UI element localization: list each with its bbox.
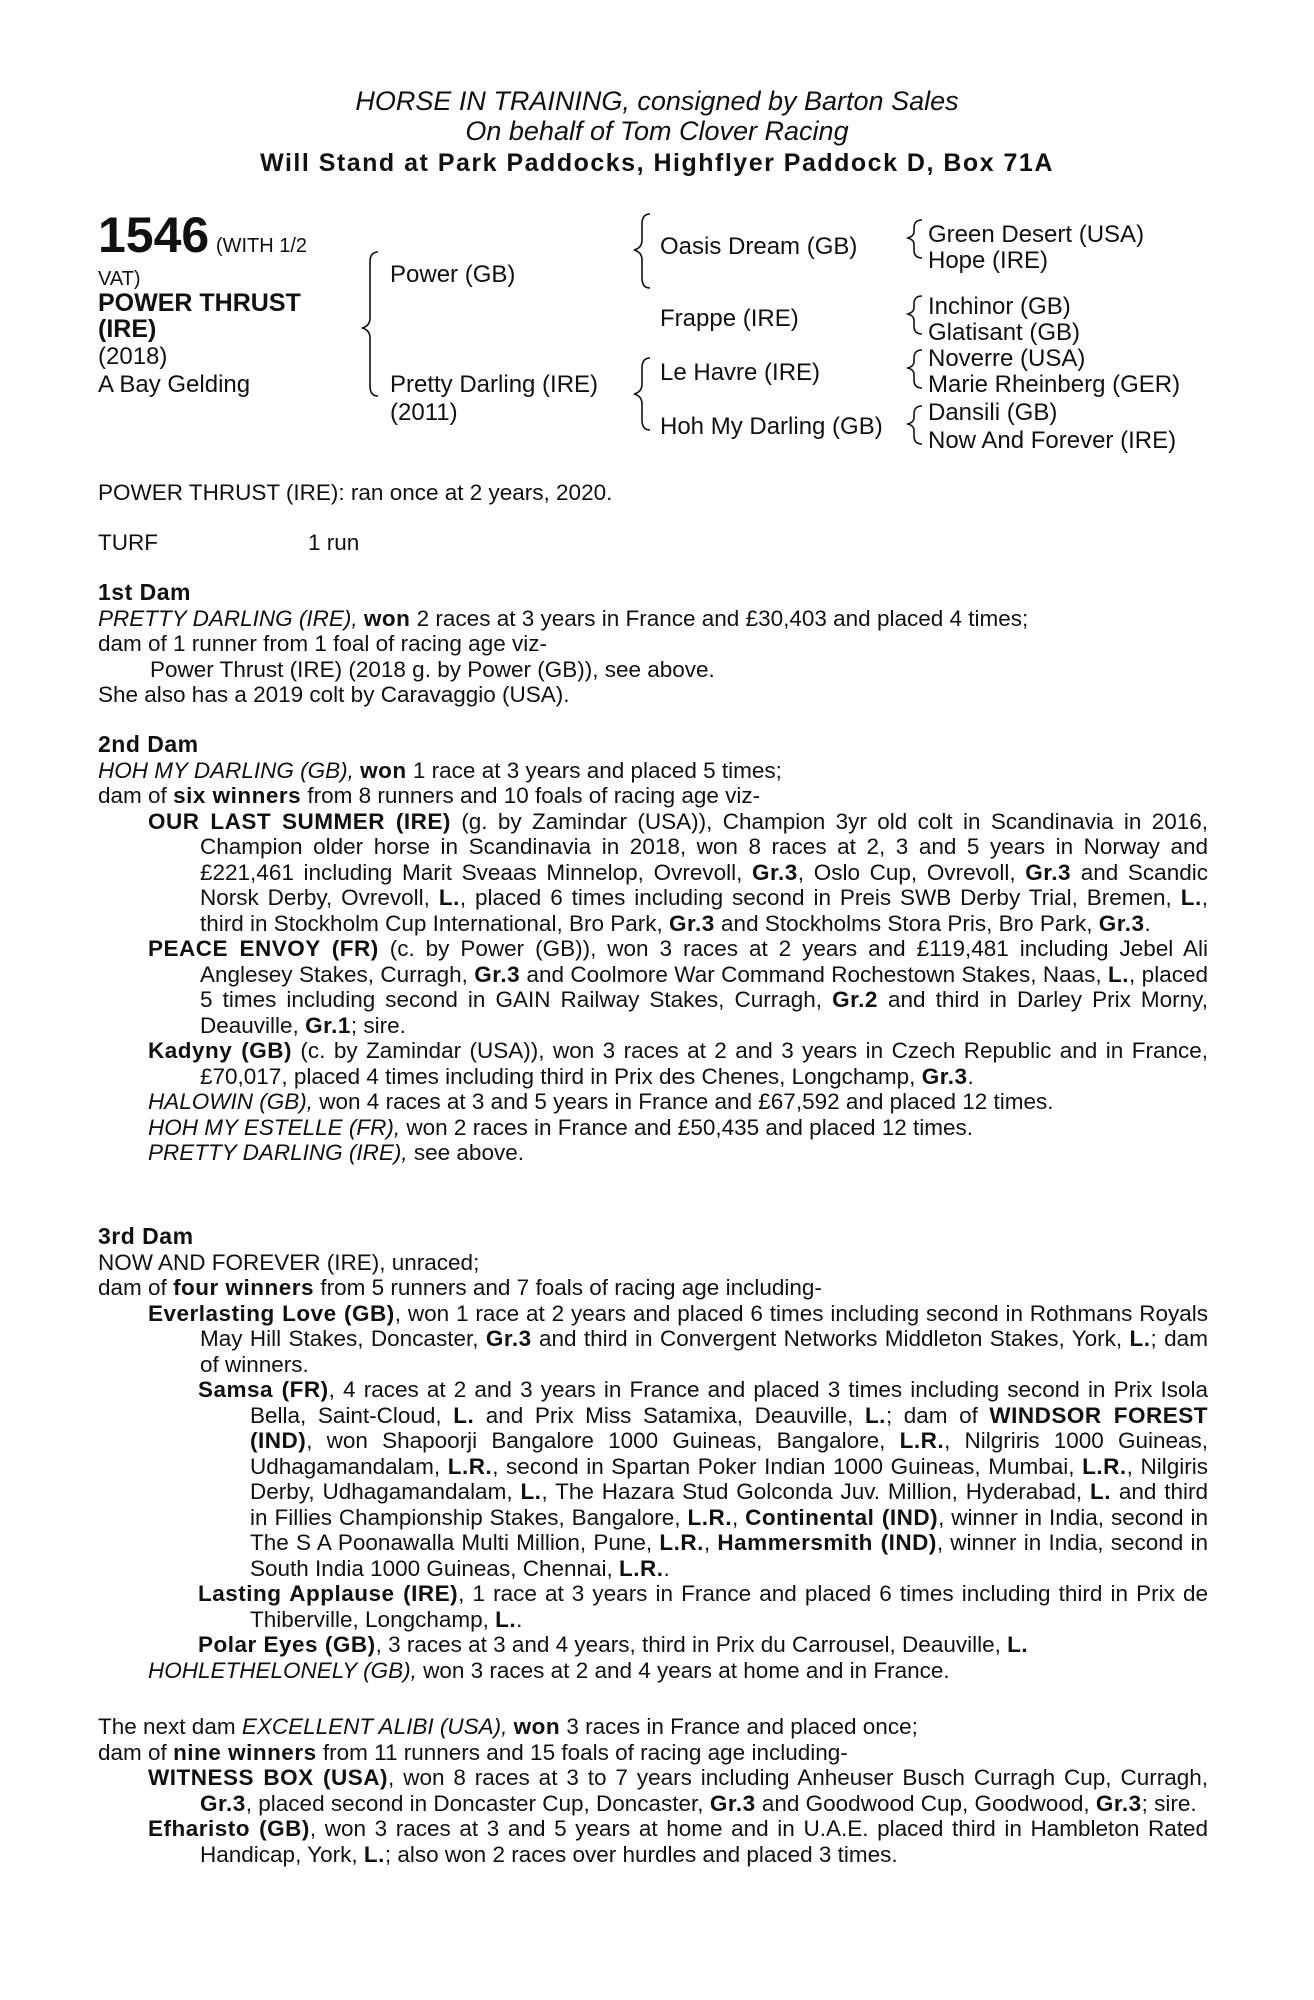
pedigree-dam: Pretty Darling (IRE) xyxy=(390,371,599,398)
first-dam-name: PRETTY DARLING (IRE), xyxy=(98,605,358,631)
produce-witness-box: WITNESS BOX (USA), won 8 races at 3 to 7 years including Anheuser Busch Curragh Cup, Curragh, Gr.3, placed second in Doncaster Cup, Doncaster, Gr.3 and Goodwood Cup, Goodwood, Gr.3; sire. xyxy=(148,1765,1208,1816)
produce-our-last-summer: OUR LAST SUMMER (IRE) (g. by Zamindar (USA)), Champion 3yr old colt in Scandinavia in 2016, Champion older horse in Scandinavia in 2018, won 8 races at 2, 3 and 5 years in Norway and £221,461 including Marit Sveaas Minnelop, Ovrevoll, Gr.3, Oslo Cup, Ovrevoll, Gr.3 and Scandic Norsk Derby, Ovrevoll, L., placed 6 times including second in Preis SWB Derby Trial, Bremen, L., third in Stockholm Cup International, Bro Park, Gr.3 and Stockholms Stora Pris, Bro Park, Gr.3. xyxy=(148,808,1208,936)
pedigree-sss: Green Desert (USA) xyxy=(928,221,1145,248)
pedigree-dam-dam: Hoh My Darling (GB) xyxy=(660,413,883,440)
bracket-dd xyxy=(908,406,922,444)
record-surface: TURF xyxy=(98,530,158,555)
produce-samsa: Samsa (FR), 4 races at 2 and 3 years in France and placed 3 times including second in Prix Isola Bella, Saint-Cloud, L. and Prix Miss Satamixa, Deauville, L.; dam of WINDSOR FOREST (IND), won Shapoorji Bangalore 1000 Guineas, Bangalore, L.R., Nilgriris 1000 Guineas, Udhagamandalam, L.R., second in Spartan Poker Indian 1000 Guineas, Mumbai, L.R., Nilgiris Derby, Udhagamandalam, L., The Hazara Stud Golconda Juv. Million, Hyderabad, L. and third in Fillies Championship Stakes, Bangalore, L.R., Continental (IND), winner in India, second in The S A Poonawalla Multi Million, Pune, L.R., Hammersmith (IND), winner in India, second in South India 1000 Guineas, Chennai, L.R.. xyxy=(198,1377,1208,1581)
foaling-year: (2018) xyxy=(98,343,168,370)
first-dam-heading: 1st Dam xyxy=(98,579,191,605)
produce-peace-envoy: PEACE ENVOY (FR) (c. by Power (GB)), won 3 races at 2 years and £119,481 including Jebel Ali Anglesey Stakes, Curragh, Gr.3 and Coolmore War Command Rochestown Stakes, Naas, L., placed 5 times including second in GAIN Railway Stakes, Curragh, Gr.2 and third in Darley Prix Morny, Deauville, Gr.1; sire. xyxy=(148,936,1209,1038)
consignor-line: HORSE IN TRAINING, consigned by Barton Sales xyxy=(355,86,959,116)
pedigree-dsd: Marie Rheinberg (GER) xyxy=(928,371,1181,398)
second-dam-section: 2nd Dam HOH MY DARLING (GB), won 1 race at 3 years and placed 5 times; dam of six winners from 8 runners and 10 foals of racing age viz- OUR LAST SUMMER (IRE) (g. by Zamindar (USA)), Champion 3yr old colt in Scandinavia in 2016, Champion older horse in Scandinavia in 2018, won 8 races at 2, 3 and 5 years in Norway and £221,461 including Marit Sveaas Minnelop, Ovrevoll, Gr.3, Oslo Cup, Ovrevoll, Gr.3 and Scandic Norsk Derby, Ovrevoll, L., placed 6 times including second in Preis SWB Derby Trial, Bremen, L., third in Stockholm Cup International, Bro Park, Gr.3 and Stockholms Stora Pris, Bro Park, Gr.3. PEACE ENVOY (FR) (c. by Power (GB)), won 3 races at 2 years and £119,481 including Jebel Ali Anglesey Stakes, Curragh, Gr.3 and Coolmore War Command Rochestown Stakes, Naas, L., placed 5 times including second in GAIN Railway Stakes, Curragh, Gr.2 and third in Darley Prix Morny, Deauville, Gr.1; sire. Kadyny (GB) (c. by Zamindar (USA)), won 3 races at 2 and 3 years in Czech Republic and in France, £70,017, placed 4 times including third in Prix des Chenes, Longchamp, Gr.3. HALOWIN (GB), won 4 races at 3 and 5 years in France and £67,592 and placed 12 times. HOH MY ESTELLE (FR), won 2 races in France and £50,435 and placed 12 times. PRETTY DARLING (IRE), see above. xyxy=(98,731,1209,1165)
bracket-ds xyxy=(908,350,922,388)
produce-lasting-applause: Lasting Applause (IRE), 1 race at 3 years in France and placed 6 times including third in Prix de Thiberville, Longchamp, L.. xyxy=(198,1581,1208,1632)
pedigree-sds: Inchinor (GB) xyxy=(928,293,1071,320)
pedigree-sdd: Glatisant (GB) xyxy=(928,319,1081,346)
pedigree-dam-year: (2011) xyxy=(390,399,458,426)
lot-number: 1546 xyxy=(98,207,210,263)
bracket-ss xyxy=(908,220,922,258)
stand-location-line: Will Stand at Park Paddocks, Highflyer Paddock D, Box 71A xyxy=(260,149,1054,177)
horse-description: A Bay Gelding xyxy=(98,371,251,398)
produce-hoh-my-estelle: HOH MY ESTELLE (FR), won 2 races in France and £50,435 and placed 12 times. xyxy=(148,1114,974,1140)
produce-efharisto: Efharisto (GB), won 3 races at 3 and 5 years at home and in U.A.E. placed third in Hambleton Rated Handicap, York, L.; also won 2 races over hurdles and placed 3 times. xyxy=(148,1816,1208,1867)
vat-note: (WITH 1/2 xyxy=(215,235,308,257)
race-record-summary: POWER THRUST (IRE): ran once at 2 years, 2020. xyxy=(98,480,613,505)
third-dam-heading: 3rd Dam xyxy=(98,1223,194,1249)
pedigree-sire-sire: Oasis Dream (GB) xyxy=(660,233,858,260)
third-dam-section: 3rd Dam NOW AND FOREVER (IRE), unraced; dam of four winners from 5 runners and 7 foals of racing age including- Everlasting Love (GB), won 1 race at 2 years and placed 6 times including second in Rothmans Royals May Hill Stakes, Doncaster, Gr.3 and third in Convergent Networks Middleton Stakes, York, L.; dam of winners. Samsa (FR), 4 races at 2 and 3 years in France and placed 3 times including second in Prix Isola Bella, Saint-Cloud, L. and Prix Miss Satamixa, Deauville, L.; dam of WINDSOR FOREST (IND), won Shapoorji Bangalore 1000 Guineas, Bangalore, L.R., Nilgriris 1000 Guineas, Udhagamandalam, L.R., second in Spartan Poker Indian 1000 Guineas, Mumbai, L.R., Nilgiris Derby, Udhagamandalam, L., The Hazara Stud Golconda Juv. Million, Hyderabad, L. and third in Fillies Championship Stakes, Bangalore, L.R., Continental (IND), winner in India, second in The S A Poonawalla Multi Million, Pune, L.R., Hammersmith (IND), winner in India, second in South India 1000 Guineas, Chennai, L.R.. Lasting Applause (IRE), 1 race at 3 years in France and placed 6 times including third in Prix de Thiberville, Longchamp, L.. Polar Eyes (GB), 3 races at 3 and 4 years, third in Prix du Carrousel, Deauville, L. HOHLETHELONELY (GB), won 3 races at 2 and 4 years at home and in France. xyxy=(98,1223,1208,1683)
bracket-sd xyxy=(908,296,922,334)
produce-everlasting-love: Everlasting Love (GB), won 1 race at 2 years and placed 6 times including second in Rothmans Royals May Hill Stakes, Doncaster, Gr.3 and third in Convergent Networks Middleton Stakes, York, L.; dam of winners. xyxy=(148,1300,1208,1377)
first-dam-section: 1st Dam PRETTY DARLING (IRE), won 2 races at 3 years in France and £30,403 and placed 4 times; dam of 1 runner from 1 foal of racing age viz- Power Thrust (IRE) (2018 g. by Power (GB)), see above. She also has a 2019 colt by Caravaggio (USA). xyxy=(98,580,1208,708)
record-runs: 1 run xyxy=(308,530,360,555)
pedigree-sire-dam: Frappe (IRE) xyxy=(660,305,799,332)
pedigree-ddd: Now And Forever (IRE) xyxy=(928,427,1177,454)
bracket-dam xyxy=(634,358,650,430)
on-behalf-line: On behalf of Tom Clover Racing xyxy=(465,116,849,146)
first-dam-produce: Power Thrust (IRE) (2018 g. by Power (GB)), see above. xyxy=(150,656,715,682)
produce-polar-eyes: Polar Eyes (GB), 3 races at 3 and 4 years, third in Prix du Carrousel, Deauville, L. xyxy=(198,1632,1029,1657)
pedigree-ssd: Hope (IRE) xyxy=(928,247,1049,274)
horse-name: POWER THRUST xyxy=(98,289,301,317)
produce-halowin: HALOWIN (GB), won 4 races at 3 and 5 years in France and £67,592 and placed 12 times. xyxy=(148,1089,1054,1114)
bracket-gen1 xyxy=(362,252,378,396)
bracket-sire xyxy=(634,214,650,288)
produce-hohlethelonely: HOHLETHELONELY (GB), won 3 races at 2 and 4 years at home and in France. xyxy=(148,1657,950,1683)
horse-country: (IRE) xyxy=(98,315,157,343)
pedigree-dam-sire: Le Havre (IRE) xyxy=(660,359,821,386)
second-dam-heading: 2nd Dam xyxy=(98,731,199,757)
pedigree-sire: Power (GB) xyxy=(390,261,516,288)
produce-kadyny: Kadyny (GB) (c. by Zamindar (USA)), won 3 races at 2 and 3 years in Czech Republic and in France, £70,017, placed 4 times including third in Prix des Chenes, Longchamp, Gr.3. xyxy=(148,1038,1208,1089)
produce-pretty-darling: PRETTY DARLING (IRE), see above. xyxy=(148,1140,524,1165)
pedigree-dds: Dansili (GB) xyxy=(928,399,1058,426)
vat-note-cont: VAT) xyxy=(98,268,141,290)
pedigree-dss: Noverre (USA) xyxy=(928,345,1086,372)
next-dam-section: The next dam EXCELLENT ALIBI (USA), won 3 races in France and placed once; dam of nine winners from 11 runners and 15 foals of racing age including- WITNESS BOX (USA), won 8 races at 3 to 7 years including Anheuser Busch Curragh Cup, Curragh, Gr.3, placed second in Doncaster Cup, Doncaster, Gr.3 and Goodwood Cup, Goodwood, Gr.3; sire. Efharisto (GB), won 3 races at 3 and 5 years at home and in U.A.E. placed third in Hambleton Rated Handicap, York, L.; also won 2 races over hurdles and placed 3 times. xyxy=(98,1714,1208,1867)
